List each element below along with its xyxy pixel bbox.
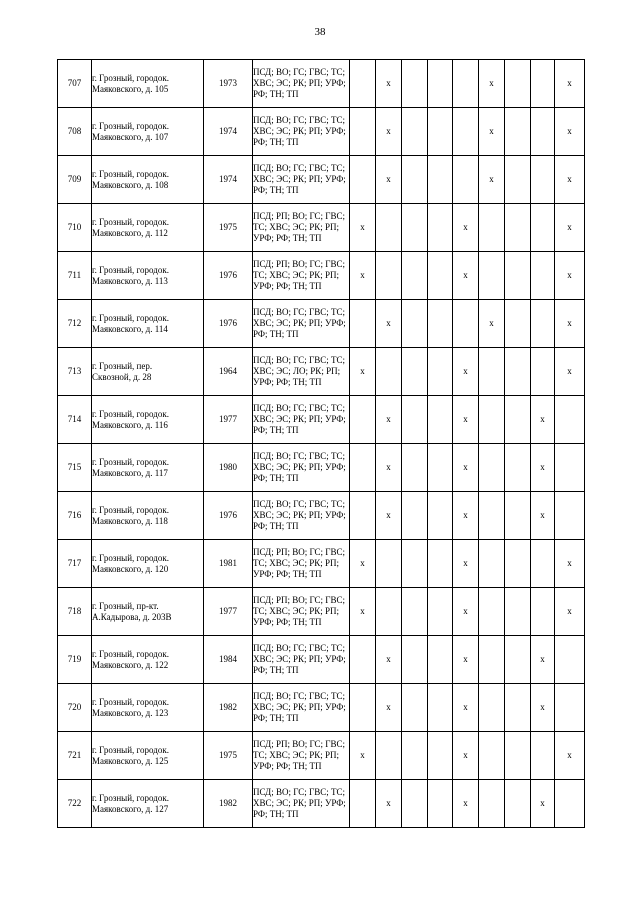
mark-cell: x (376, 156, 402, 204)
mark-cell: x (479, 156, 505, 204)
works-list: ПСД; ВО; ГС; ГВС; ТС; ХВС; ЭС; РК; РП; УРФ; РФ; ТН; ТП (253, 684, 350, 732)
mark-cell (428, 396, 453, 444)
table-row (58, 396, 585, 444)
mark-cell: x (531, 684, 555, 732)
mark-cell: x (453, 348, 479, 396)
address-line-2: Маяковского, д. 114 (92, 323, 168, 334)
address-line-1: г. Грозный, городок. (92, 552, 169, 563)
address-line-2: Маяковского, д. 113 (92, 275, 168, 286)
address-cell (92, 300, 204, 348)
table-row (58, 732, 585, 780)
mark-cell (505, 156, 531, 204)
address-line-1: г. Грозный, городок. (92, 456, 169, 467)
mark-cell (505, 444, 531, 492)
mark-cell (428, 636, 453, 684)
mark-cell (376, 732, 402, 780)
mark-cell (402, 156, 428, 204)
mark-cell (428, 156, 453, 204)
table-row (58, 252, 585, 300)
address-cell (92, 348, 204, 396)
mark-cell (350, 492, 376, 540)
mark-cell (479, 540, 505, 588)
address-line-2: А.Кадырова, д. 203В (92, 611, 172, 622)
mark-cell (428, 492, 453, 540)
mark-cell (531, 252, 555, 300)
table-row (58, 636, 585, 684)
mark-cell (505, 540, 531, 588)
row-number: 707 (58, 60, 92, 108)
mark-cell (479, 252, 505, 300)
works-list: ПСД; РП; ВО; ГС; ГВС; ТС; ХВС; ЭС; РК; РП; УРФ; РФ; ТН; ТП (253, 252, 350, 300)
mark-cell (531, 348, 555, 396)
mark-cell (479, 684, 505, 732)
construction-year: 1977 (204, 588, 253, 636)
mark-cell: x (350, 204, 376, 252)
mark-cell (531, 156, 555, 204)
works-list: ПСД; ВО; ГС; ГВС; ТС; ХВС; ЭС; РК; РП; УРФ; РФ; ТН; ТП (253, 60, 350, 108)
mark-cell (531, 204, 555, 252)
mark-cell: x (453, 204, 479, 252)
mark-cell: x (479, 60, 505, 108)
works-list: ПСД; ВО; ГС; ГВС; ТС; ХВС; ЭС; РК; РП; УРФ; РФ; ТН; ТП (253, 636, 350, 684)
address-line-2: Маяковского, д. 105 (92, 83, 169, 94)
mark-cell (350, 444, 376, 492)
mark-cell (402, 492, 428, 540)
table-row (58, 540, 585, 588)
construction-year: 1980 (204, 444, 253, 492)
mark-cell (428, 684, 453, 732)
mark-cell (428, 60, 453, 108)
works-list: ПСД; ВО; ГС; ГВС; ТС; ХВС; ЭС; РК; РП; УРФ; РФ; ТН; ТП (253, 780, 350, 828)
table-row (58, 204, 585, 252)
mark-cell: x (479, 108, 505, 156)
address-line-2: Маяковского, д. 122 (92, 659, 169, 670)
mark-cell (402, 444, 428, 492)
mark-cell: x (453, 252, 479, 300)
works-list: ПСД; ВО; ГС; ГВС; ТС; ХВС; ЭС; РК; РП; УРФ; РФ; ТН; ТП (253, 156, 350, 204)
mark-cell (531, 300, 555, 348)
address-cell (92, 780, 204, 828)
address-cell (92, 540, 204, 588)
mark-cell: x (479, 300, 505, 348)
address-line-2: Маяковского, д. 116 (92, 419, 168, 430)
address-line-1: г. Грозный, городок. (92, 120, 169, 131)
address-line-1: г. Грозный, пер. (92, 360, 153, 371)
row-number: 710 (58, 204, 92, 252)
construction-year: 1981 (204, 540, 253, 588)
mark-cell (479, 204, 505, 252)
works-list: ПСД; ВО; ГС; ГВС; ТС; ХВС; ЭС; РК; РП; УРФ; РФ; ТН; ТП (253, 300, 350, 348)
works-list: ПСД; РП; ВО; ГС; ГВС; ТС; ХВС; ЭС; РК; РП; УРФ; РФ; ТН; ТП (253, 588, 350, 636)
mark-cell (350, 300, 376, 348)
mark-cell: x (453, 780, 479, 828)
mark-cell: x (555, 588, 585, 636)
address-line-2: Маяковского, д. 108 (92, 179, 169, 190)
address-line-2: Маяковского, д. 117 (92, 467, 168, 478)
mark-cell: x (555, 252, 585, 300)
mark-cell (428, 108, 453, 156)
mark-cell: x (453, 396, 479, 444)
mark-cell (531, 732, 555, 780)
address-cell (92, 636, 204, 684)
table-row (58, 60, 585, 108)
construction-year: 1974 (204, 108, 253, 156)
mark-cell: x (555, 732, 585, 780)
address-line-2: Маяковского, д. 118 (92, 515, 168, 526)
mark-cell (402, 204, 428, 252)
mark-cell: x (555, 60, 585, 108)
mark-cell (428, 588, 453, 636)
address-line-2: Маяковского, д. 107 (92, 131, 169, 142)
mark-cell: x (376, 492, 402, 540)
construction-year: 1973 (204, 60, 253, 108)
mark-cell (505, 396, 531, 444)
address-line-1: г. Грозный, пр-кт. (92, 600, 159, 611)
address-line-1: г. Грозный, городок. (92, 216, 169, 227)
works-list: ПСД; ВО; ГС; ГВС; ТС; ХВС; ЭС; РК; РП; УРФ; РФ; ТН; ТП (253, 444, 350, 492)
mark-cell (428, 540, 453, 588)
mark-cell (555, 444, 585, 492)
address-cell (92, 588, 204, 636)
mark-cell: x (376, 60, 402, 108)
mark-cell (555, 684, 585, 732)
address-line-2: Маяковского, д. 125 (92, 755, 169, 766)
row-number: 722 (58, 780, 92, 828)
mark-cell: x (376, 780, 402, 828)
table-row (58, 684, 585, 732)
mark-cell (402, 780, 428, 828)
row-number: 712 (58, 300, 92, 348)
mark-cell (555, 780, 585, 828)
works-list: ПСД; РП; ВО; ГС; ГВС; ТС; ХВС; ЭС; РК; РП; УРФ; РФ; ТН; ТП (253, 540, 350, 588)
mark-cell (505, 348, 531, 396)
mark-cell: x (531, 636, 555, 684)
address-line-1: г. Грозный, городок. (92, 312, 169, 323)
works-list: ПСД; РП; ВО; ГС; ГВС; ТС; ХВС; ЭС; РК; РП; УРФ; РФ; ТН; ТП (253, 204, 350, 252)
mark-cell (350, 780, 376, 828)
mark-cell: x (376, 300, 402, 348)
row-number: 717 (58, 540, 92, 588)
mark-cell (479, 348, 505, 396)
mark-cell: x (453, 684, 479, 732)
mark-cell: x (555, 108, 585, 156)
table-row (58, 108, 585, 156)
mark-cell (428, 444, 453, 492)
construction-year: 1974 (204, 156, 253, 204)
mark-cell (479, 396, 505, 444)
mark-cell: x (453, 732, 479, 780)
mark-cell: x (555, 300, 585, 348)
mark-cell: x (531, 492, 555, 540)
mark-cell (453, 108, 479, 156)
mark-cell (505, 636, 531, 684)
mark-cell (453, 300, 479, 348)
construction-year: 1984 (204, 636, 253, 684)
row-number: 713 (58, 348, 92, 396)
mark-cell (350, 60, 376, 108)
address-line-1: г. Грозный, городок. (92, 792, 169, 803)
address-line-1: г. Грозный, городок. (92, 696, 169, 707)
address-cell (92, 156, 204, 204)
row-number: 711 (58, 252, 92, 300)
mark-cell (479, 636, 505, 684)
mark-cell (402, 684, 428, 732)
mark-cell (402, 60, 428, 108)
table-row (58, 444, 585, 492)
mark-cell (402, 540, 428, 588)
mark-cell: x (531, 396, 555, 444)
address-cell (92, 492, 204, 540)
address-cell (92, 60, 204, 108)
mark-cell (402, 636, 428, 684)
works-list: ПСД; РП; ВО; ГС; ГВС; ТС; ХВС; ЭС; РК; РП; УРФ; РФ; ТН; ТП (253, 732, 350, 780)
mark-cell (479, 588, 505, 636)
works-list: ПСД; ВО; ГС; ГВС; ТС; ХВС; ЭС; ЛО; РК; РП; УРФ; РФ; ТН; ТП (253, 348, 350, 396)
mark-cell (350, 396, 376, 444)
mark-cell: x (453, 492, 479, 540)
address-line-2: Маяковского, д. 123 (92, 707, 169, 718)
mark-cell (402, 588, 428, 636)
mark-cell: x (350, 348, 376, 396)
mark-cell (350, 636, 376, 684)
mark-cell (453, 156, 479, 204)
table-row (58, 780, 585, 828)
mark-cell (479, 492, 505, 540)
mark-cell (505, 588, 531, 636)
mark-cell: x (350, 252, 376, 300)
mark-cell (428, 204, 453, 252)
mark-cell (479, 444, 505, 492)
mark-cell (428, 348, 453, 396)
mark-cell (505, 492, 531, 540)
construction-year: 1964 (204, 348, 253, 396)
row-number: 719 (58, 636, 92, 684)
mark-cell (376, 588, 402, 636)
address-cell (92, 108, 204, 156)
mark-cell (350, 156, 376, 204)
row-number: 714 (58, 396, 92, 444)
mark-cell (376, 540, 402, 588)
works-list: ПСД; ВО; ГС; ГВС; ТС; ХВС; ЭС; РК; РП; УРФ; РФ; ТН; ТП (253, 108, 350, 156)
address-cell (92, 252, 204, 300)
mark-cell (555, 396, 585, 444)
address-line-2: Сквозной, д. 28 (92, 371, 152, 382)
mark-cell (531, 540, 555, 588)
address-cell (92, 204, 204, 252)
mark-cell (402, 252, 428, 300)
mark-cell: x (350, 588, 376, 636)
mark-cell (531, 60, 555, 108)
mark-cell (376, 252, 402, 300)
mark-cell: x (531, 444, 555, 492)
address-line-2: Маяковского, д. 120 (92, 563, 169, 574)
mark-cell (402, 348, 428, 396)
mark-cell: x (555, 348, 585, 396)
address-line-1: г. Грозный, городок. (92, 744, 169, 755)
address-line-1: г. Грозный, городок. (92, 168, 169, 179)
mark-cell: x (350, 732, 376, 780)
mark-cell (531, 108, 555, 156)
address-cell (92, 684, 204, 732)
construction-year: 1975 (204, 204, 253, 252)
mark-cell: x (555, 156, 585, 204)
mark-cell (555, 636, 585, 684)
mark-cell (402, 732, 428, 780)
table-row (58, 348, 585, 396)
mark-cell: x (531, 780, 555, 828)
mark-cell: x (376, 636, 402, 684)
mark-cell: x (453, 444, 479, 492)
row-number: 708 (58, 108, 92, 156)
mark-cell (555, 492, 585, 540)
mark-cell (479, 732, 505, 780)
mark-cell: x (555, 540, 585, 588)
housing-registry-table (57, 59, 585, 828)
row-number: 718 (58, 588, 92, 636)
mark-cell (428, 252, 453, 300)
table-row (58, 156, 585, 204)
construction-year: 1976 (204, 300, 253, 348)
construction-year: 1975 (204, 732, 253, 780)
mark-cell: x (376, 684, 402, 732)
mark-cell (505, 252, 531, 300)
mark-cell: x (350, 540, 376, 588)
construction-year: 1977 (204, 396, 253, 444)
mark-cell: x (376, 396, 402, 444)
mark-cell (376, 204, 402, 252)
mark-cell (428, 300, 453, 348)
mark-cell (505, 60, 531, 108)
mark-cell (402, 396, 428, 444)
mark-cell: x (376, 108, 402, 156)
mark-cell: x (453, 588, 479, 636)
row-number: 709 (58, 156, 92, 204)
mark-cell: x (376, 444, 402, 492)
row-number: 716 (58, 492, 92, 540)
address-line-1: г. Грозный, городок. (92, 72, 169, 83)
registry-body (58, 60, 585, 828)
mark-cell (428, 732, 453, 780)
works-list: ПСД; ВО; ГС; ГВС; ТС; ХВС; ЭС; РК; РП; УРФ; РФ; ТН; ТП (253, 396, 350, 444)
construction-year: 1982 (204, 780, 253, 828)
address-cell (92, 444, 204, 492)
table-row (58, 492, 585, 540)
construction-year: 1982 (204, 684, 253, 732)
works-list: ПСД; ВО; ГС; ГВС; ТС; ХВС; ЭС; РК; РП; УРФ; РФ; ТН; ТП (253, 492, 350, 540)
mark-cell (531, 588, 555, 636)
mark-cell (505, 204, 531, 252)
mark-cell (505, 732, 531, 780)
table-row (58, 588, 585, 636)
row-number: 721 (58, 732, 92, 780)
mark-cell (453, 60, 479, 108)
table-row (58, 300, 585, 348)
address-line-1: г. Грозный, городок. (92, 408, 169, 419)
address-line-1: г. Грозный, городок. (92, 504, 169, 515)
address-line-1: г. Грозный, городок. (92, 264, 169, 275)
address-cell (92, 732, 204, 780)
mark-cell (428, 780, 453, 828)
mark-cell: x (555, 204, 585, 252)
address-line-2: Маяковского, д. 112 (92, 227, 168, 238)
mark-cell (479, 780, 505, 828)
mark-cell (505, 108, 531, 156)
mark-cell: x (453, 636, 479, 684)
mark-cell (505, 684, 531, 732)
address-cell (92, 396, 204, 444)
mark-cell: x (453, 540, 479, 588)
mark-cell (505, 300, 531, 348)
construction-year: 1976 (204, 252, 253, 300)
mark-cell (505, 780, 531, 828)
mark-cell (376, 348, 402, 396)
mark-cell (350, 684, 376, 732)
address-line-1: г. Грозный, городок. (92, 648, 169, 659)
mark-cell (350, 108, 376, 156)
mark-cell (402, 300, 428, 348)
mark-cell (402, 108, 428, 156)
row-number: 715 (58, 444, 92, 492)
page-number: 38 (314, 26, 326, 38)
row-number: 720 (58, 684, 92, 732)
address-line-2: Маяковского, д. 127 (92, 803, 169, 814)
construction-year: 1976 (204, 492, 253, 540)
